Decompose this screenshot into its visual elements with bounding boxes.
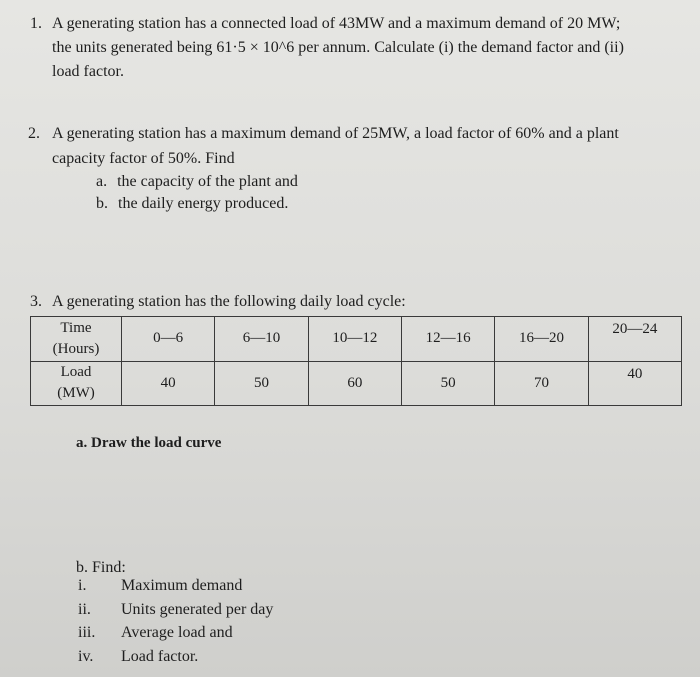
table-header-load bbox=[31, 361, 122, 406]
table-row bbox=[31, 317, 682, 362]
question-2-line-2: capacity factor of 50%. Find bbox=[52, 150, 235, 167]
question-2-line-1: A generating station has a maximum demand of 25MW, a load factor of 60% and a plant bbox=[52, 125, 619, 142]
list-item-text: Average load and bbox=[121, 624, 233, 641]
table-cell: 12—16 bbox=[401, 317, 494, 362]
list-item bbox=[78, 601, 91, 619]
list-item-marker: iv. bbox=[78, 648, 94, 665]
question-2-item-a-text: the capacity of the plant and bbox=[117, 173, 298, 190]
question-2-item-b bbox=[96, 192, 288, 215]
list-item-marker: iii. bbox=[78, 624, 96, 641]
question-2-item-a bbox=[96, 170, 298, 193]
list-item-text: Units generated per day bbox=[121, 601, 274, 618]
table-header-load-line-1: Load bbox=[60, 364, 92, 381]
table-header-load-line-2: (MW) bbox=[57, 385, 95, 402]
list-item bbox=[78, 577, 86, 595]
table-header-time-line-2: (Hours) bbox=[52, 340, 100, 357]
list-item-marker: ii. bbox=[78, 601, 91, 618]
table-cell: 0—6 bbox=[122, 317, 215, 362]
table-cell: 40 bbox=[122, 361, 215, 406]
list-item bbox=[78, 624, 95, 642]
table-cell: 20—24 bbox=[588, 317, 681, 362]
table-row bbox=[31, 361, 682, 406]
table-cell: 70 bbox=[495, 361, 588, 406]
part-b-heading: b. Find: bbox=[76, 559, 126, 576]
table-cell: 50 bbox=[401, 361, 494, 406]
table-cell: 50 bbox=[215, 361, 308, 406]
question-2-item-b-marker: b. bbox=[96, 195, 108, 212]
question-1-number: 1. bbox=[30, 15, 42, 32]
question-3-number: 3. bbox=[30, 293, 42, 310]
table-cell: 40 bbox=[588, 361, 681, 406]
table-header-time bbox=[31, 317, 122, 362]
table-cell: 10—12 bbox=[308, 317, 401, 362]
table-cell: 6—10 bbox=[215, 317, 308, 362]
list-item-marker: i. bbox=[78, 577, 87, 594]
question-2-item-b-text: the daily energy produced. bbox=[118, 195, 289, 212]
question-2-number: 2. bbox=[28, 125, 40, 142]
question-1-line-2: the units generated being 61·5 × 10^6 per annum. Calculate (i) the demand factor and (ii) bbox=[52, 39, 624, 56]
question-1-line-3: load factor. bbox=[52, 63, 124, 80]
table-cell: 60 bbox=[308, 361, 401, 406]
part-a-heading: a. Draw the load curve bbox=[76, 435, 222, 451]
question-1-line-1: A generating station has a connected load of 43MW and a maximum demand of 20 MW; bbox=[52, 15, 621, 32]
question-3-line-1: A generating station has the following daily load cycle: bbox=[52, 293, 406, 310]
table-cell: 16—20 bbox=[495, 317, 588, 362]
list-item bbox=[78, 648, 93, 666]
list-item-text: Load factor. bbox=[121, 648, 199, 665]
load-cycle-table bbox=[30, 316, 682, 406]
table-header-time-line-1: Time bbox=[60, 319, 92, 336]
question-2-item-a-marker: a. bbox=[96, 173, 108, 190]
list-item-text: Maximum demand bbox=[121, 577, 243, 594]
